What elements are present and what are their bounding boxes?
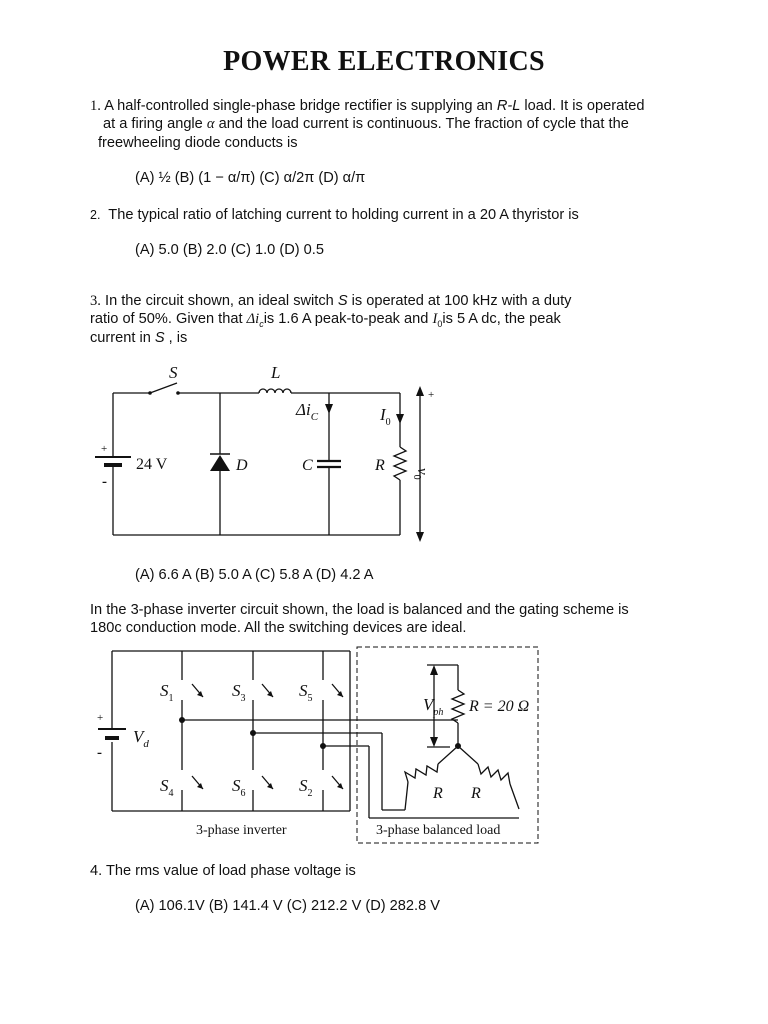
q1-line-3: freewheeling diode conducts is — [98, 135, 298, 151]
resistor-label-left: R — [433, 785, 443, 802]
q3-line-3: current in S , is — [90, 330, 188, 346]
leg-2 — [250, 651, 273, 811]
q1-line-1: 1. A half-controlled single-phase bridge rectifier is supplying an R-L load. It is operated — [90, 98, 645, 114]
leg-1 — [179, 651, 203, 811]
vd-label: $V_d$ — [133, 727, 149, 750]
q2-number: 2. — [90, 208, 101, 222]
phase-resistor-right — [478, 764, 510, 784]
q4-line: 4. The rms value of load phase voltage is — [90, 863, 356, 879]
load-caption: 3-phase balanced load — [376, 823, 501, 838]
vph-label: $V_{ph}$ — [423, 695, 444, 718]
output-plus: + — [428, 389, 435, 401]
diode-label: D — [236, 457, 248, 474]
resistor-value-label: R = 20 Ω — [469, 698, 530, 715]
s4-label: $S_4$ — [160, 776, 174, 799]
inverter-intro-line-2: 180c conduction mode. All the switching devices are ideal. — [90, 620, 467, 636]
inductor-label: L — [271, 363, 281, 382]
phase-resistor-top — [452, 690, 464, 723]
dc-source-minus: - — [97, 745, 102, 761]
load-current-label: $I_0$ — [380, 405, 391, 428]
resistor-label: R — [375, 457, 385, 474]
s3-label: $S_3$ — [232, 681, 246, 704]
q2-options: (A) 5.0 (B) 2.0 (C) 1.0 (D) 0.5 — [135, 242, 324, 258]
q3-line-1: 3. In the circuit shown, an ideal switch S is operated at 100 kHz with a duty — [90, 293, 572, 309]
q3-line-2: ratio of 50%. Given that $\Delta i_cis$ 1.6 A peak-to-peak and $I_0is$ 5 A dc, the peak — [90, 311, 561, 329]
q1-number: 1. — [90, 98, 101, 114]
switch-label: S — [169, 363, 178, 382]
s5-label: $S_5$ — [299, 681, 313, 704]
leg-3 — [320, 651, 343, 811]
s2-label: $S_2$ — [299, 776, 313, 799]
q4-options: (A) 106.1V (B) 141.4 V (C) 212.2 V (D) 282.8 V — [135, 898, 440, 914]
inverter-intro-line-1: In the 3-phase inverter circuit shown, the load is balanced and the gating scheme is — [90, 602, 629, 618]
s6-label: $S_6$ — [232, 776, 246, 799]
capacitor-label: C — [302, 457, 313, 474]
ripple-label: $\Delta i_C$ — [296, 400, 319, 423]
q3-number: 3. — [90, 293, 101, 309]
battery-minus: - — [102, 474, 107, 490]
page-title: POWER ELECTRONICS — [223, 46, 545, 77]
q3-options: (A) 6.6 A (B) 5.0 A (C) 5.8 A (D) 4.2 A — [135, 567, 374, 583]
source-label: 24 V — [136, 456, 168, 473]
output-voltage-label: $v_0$ — [411, 468, 430, 480]
dc-source-plus: + — [97, 712, 104, 724]
battery-plus: + — [101, 443, 108, 455]
q2-line: 2. The typical ratio of latching current to holding current in a 20 A thyristor is — [90, 207, 579, 223]
phase-resistor-left — [405, 764, 438, 782]
q1-line-2: at a firing angle α and the load current is continuous. The fraction of cycle that the — [103, 116, 629, 132]
s1-label: $S_1$ — [160, 681, 174, 704]
inverter-caption: 3-phase inverter — [196, 823, 287, 838]
q1-options: (A) ½ (B) (1 − α/π) (C) α/2π (D) α/π — [135, 170, 366, 186]
resistor-label-right: R — [471, 785, 481, 802]
load-box — [357, 647, 538, 843]
